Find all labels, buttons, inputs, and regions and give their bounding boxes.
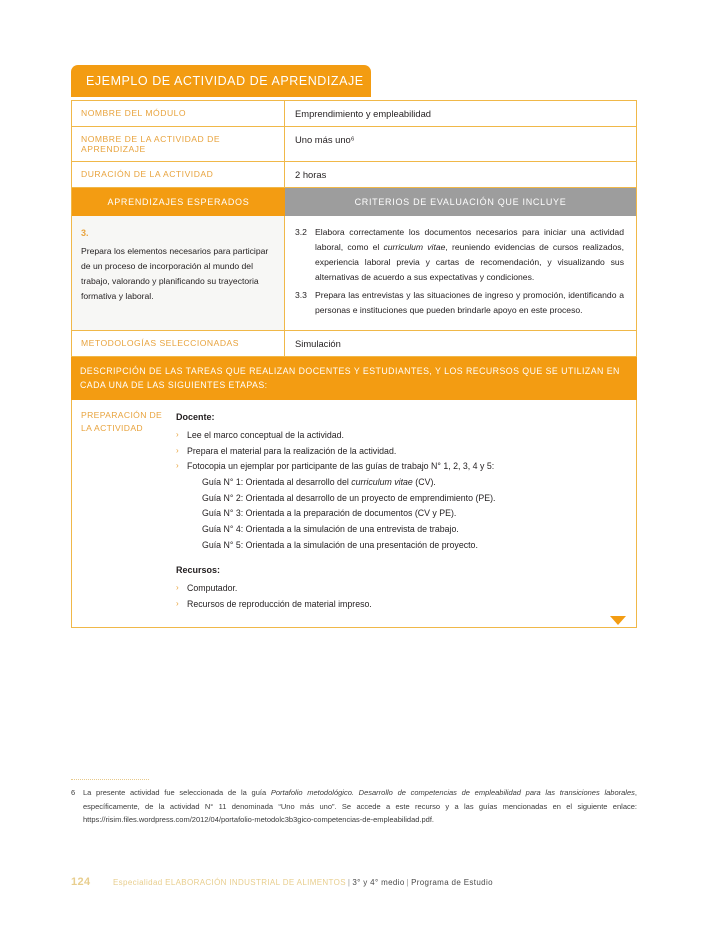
list-item: [176, 444, 622, 460]
guia-item: Guía N° 5: Orientada a la simulación de una presentación de proyecto.: [202, 539, 478, 550]
criterion-number: 3.3: [295, 289, 307, 300]
preparation-section: [71, 400, 637, 628]
recursos-heading: Recursos:: [176, 565, 221, 576]
triangle-down-icon[interactable]: [610, 616, 626, 625]
footnote-part1: La presente actividad fue seleccionada de la guía: [83, 788, 271, 797]
row-label-modulo: NOMBRE DEL MÓDULO: [72, 101, 285, 126]
list-item-label: Fotocopia un ejemplar por participante de las guías de trabajo N° 1, 2, 3, 4 y 5:: [187, 461, 495, 472]
criterion-text: Prepara las entrevistas y las situaciones de ingreso y promoción, identificando a personas e instituciones que pueden brindarle apoyo en este proceso.: [315, 289, 624, 315]
criterion-text: [315, 225, 624, 285]
list-item: [176, 459, 622, 475]
page-number: 124: [71, 876, 91, 888]
list-item-label: Prepara el material para la realización de la actividad.: [187, 445, 397, 456]
footnote: [71, 786, 637, 827]
footnote-italic: Portafolio metodológico. Desarrollo de competencias de empleabilidad para las transiciones laborales: [270, 788, 635, 797]
learning-objective-text: Prepara los elementos necesarios para participar de un proceso de incorporación al mundo del trabajo, valorando y planificando su trayectoria formativa y laboral.: [81, 246, 269, 301]
row-value-actividad: Uno más uno⁶: [285, 127, 636, 161]
description-banner: DESCRIPCIÓN DE LAS TAREAS QUE REALIZAN DOCENTES Y ESTUDIANTES, Y LOS RECURSOS QUE SE UTILIZAN EN CADA UNA DE LAS SIGUIENTES ETAPAS:: [71, 357, 637, 400]
page-footer: [113, 878, 493, 887]
list-item-label: Recursos de reproducción de material impreso.: [187, 598, 372, 609]
bullet-icon: ›: [176, 461, 179, 471]
table-row: [72, 101, 636, 127]
table-header-row: [72, 188, 636, 216]
table-row: [72, 331, 636, 357]
footer-separator: |: [406, 878, 410, 887]
list-item: [176, 428, 622, 444]
bullet-icon: ›: [176, 430, 179, 440]
preparation-content: [176, 400, 636, 627]
bullet-icon: ›: [176, 583, 179, 593]
row-value-modulo: Emprendimiento y empleabilidad: [285, 101, 636, 126]
criterion-text-part2: , reuniendo evidencias de cursos realizados, experiencia laboral previa y cartas de recomendación, y visualizando sus alternativas de acuerdo a sus expectativas y condiciones.: [315, 241, 624, 282]
guia-item: Guía N° 3: Orientada a la preparación de documentos (CV y PE).: [202, 508, 457, 519]
row-label-actividad: NOMBRE DE LA ACTIVIDAD DE APRENDIZAJE: [72, 127, 285, 161]
bullet-icon: ›: [176, 445, 179, 455]
learning-objective-number: 3.: [81, 228, 89, 238]
criteria-cell: [285, 216, 636, 330]
footnote-number: 6: [71, 788, 76, 797]
footnote-divider: [71, 779, 149, 780]
footnote-text: [83, 786, 637, 827]
guia-text-post: (CV).: [412, 476, 436, 487]
header-criterios-evaluacion: CRITERIOS DE EVALUACIÓN QUE INCLUYE: [285, 188, 636, 216]
list-item: [176, 581, 622, 597]
footer-separator: |: [347, 878, 351, 887]
footnote-part2: , específicamente, de la actividad N° 11 denominada “Uno más uno”. Se accede a este recurso y a las guías mencionadas en el siguiente enlace: https://risim.files.wordpress.com/2012/04/portafolio-metodolc3b3gico-competencias-de-empleabilidad.pdf.: [83, 788, 637, 825]
footer-specialty: ELABORACIÓN INDUSTRIAL DE ALIMENTOS: [165, 878, 346, 887]
header-aprendizajes-esperados: APRENDIZAJES ESPERADOS: [72, 188, 285, 216]
footer-specialty-prefix: Especialidad: [113, 878, 166, 887]
bullet-icon: ›: [176, 598, 179, 608]
criterion-number: 3.2: [295, 227, 307, 237]
criterion-text-italic: curriculum vitae: [383, 241, 446, 252]
guia-item: [176, 475, 622, 491]
guia-item: Guía N° 4: Orientada a la simulación de una entrevista de trabajo.: [202, 523, 459, 534]
row-value-duracion: 2 horas: [285, 162, 636, 187]
preparation-label: PREPARACIÓN DE LA ACTIVIDAD: [72, 400, 176, 627]
list-item-label: Computador.: [187, 583, 238, 594]
footer-program: Programa de Estudio: [411, 878, 493, 887]
row-label-duracion: DURACIÓN DE LA ACTIVIDAD: [72, 162, 285, 187]
table-content-row: [72, 216, 636, 331]
row-label-metodologias: METODOLOGÍAS SELECCIONADAS: [72, 331, 285, 356]
docente-heading: Docente:: [176, 412, 215, 422]
row-value-metodologias: Simulación: [285, 331, 636, 356]
footer-level: 3° y 4° medio: [352, 878, 405, 887]
criterion-item: [295, 288, 624, 318]
list-item: [176, 597, 622, 613]
guia-text-pre: Guía N° 1: Orientada al desarrollo del: [202, 476, 352, 487]
list-item-label: Lee el marco conceptual de la actividad.: [187, 430, 344, 441]
criterion-item: [295, 225, 624, 285]
spacer: [176, 553, 622, 562]
guia-item: Guía N° 2: Orientada al desarrollo de un proyecto de emprendimiento (PE).: [202, 492, 496, 503]
table-row: [72, 162, 636, 188]
page-title-banner: [71, 65, 371, 97]
table-row: [72, 127, 636, 162]
learning-objective-cell: [72, 216, 285, 330]
page-title: EJEMPLO DE ACTIVIDAD DE APRENDIZAJE: [86, 74, 364, 88]
activity-table: [71, 100, 637, 357]
guia-text-italic: curriculum vitae: [351, 476, 413, 487]
criterion-text-part1: Elabora correctamente los documentos necesarios para iniciar una actividad laboral, como el: [315, 227, 624, 252]
